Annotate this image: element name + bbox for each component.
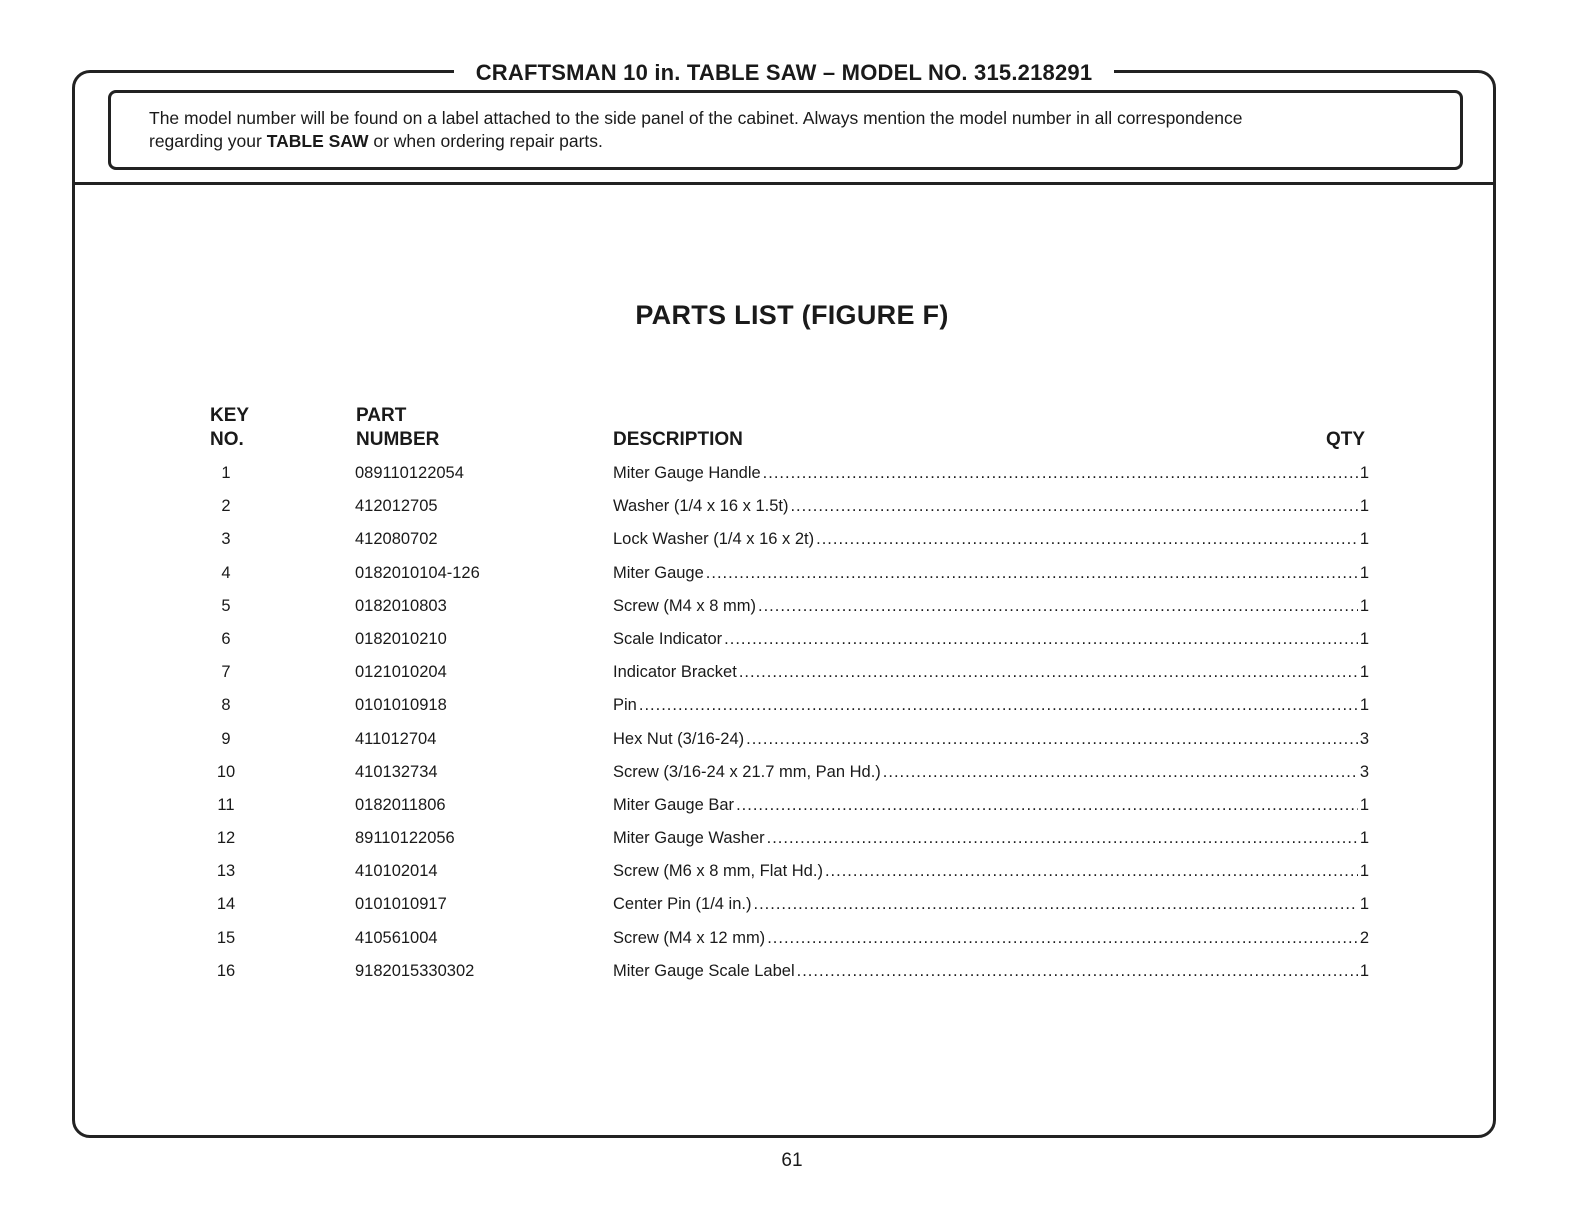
description-cell	[613, 557, 1369, 590]
part-number: 410132734	[355, 762, 438, 781]
table-row	[0, 855, 1584, 888]
key-number: 16	[216, 961, 236, 980]
dot-leader	[883, 756, 1358, 789]
quantity: 1	[1359, 795, 1369, 814]
key-number: 7	[221, 663, 231, 682]
key-number: 15	[216, 928, 236, 947]
key-number: 14	[216, 895, 236, 914]
part-number: 0182010803	[355, 596, 447, 615]
quantity: 3	[1359, 762, 1369, 781]
description-cell	[613, 822, 1369, 855]
table-row	[0, 689, 1584, 722]
page-number: 61	[781, 1150, 803, 1171]
description: Miter Gauge Scale Label	[613, 961, 795, 980]
description-cell	[613, 888, 1369, 921]
table-row	[0, 756, 1584, 789]
description-cell	[613, 689, 1369, 722]
part-number: 0101010918	[355, 696, 447, 715]
table-row	[0, 523, 1584, 556]
dot-leader	[736, 789, 1358, 822]
part-number: 412080702	[355, 530, 438, 549]
part-number: 0121010204	[355, 663, 447, 682]
part-number: 412012705	[355, 497, 438, 516]
table-row	[0, 457, 1584, 490]
quantity: 1	[1359, 829, 1369, 848]
parts-table	[0, 457, 1584, 988]
description-cell	[613, 723, 1369, 756]
part-number: 89110122056	[355, 829, 455, 848]
part-header-line1: PART	[356, 405, 407, 426]
notice-line-2-post: or when ordering repair parts.	[368, 131, 603, 151]
quantity: 1	[1359, 596, 1369, 615]
dot-leader	[758, 590, 1358, 623]
key-number: 13	[216, 862, 236, 881]
description: Lock Washer (1/4 x 16 x 2t)	[613, 530, 815, 549]
part-number: 410102014	[355, 862, 438, 881]
description: Washer (1/4 x 16 x 1.5t)	[613, 497, 789, 516]
column-header-key-no	[210, 404, 249, 452]
quantity: 2	[1359, 928, 1369, 947]
quantity: 1	[1359, 563, 1369, 582]
quantity: 1	[1359, 961, 1369, 980]
part-number: 0182010210	[355, 629, 447, 648]
column-header-qty: QTY	[1326, 429, 1366, 450]
table-row	[0, 557, 1584, 590]
column-header-description: DESCRIPTION	[613, 429, 743, 450]
key-number: 2	[221, 497, 231, 516]
description-cell	[613, 922, 1369, 955]
header-divider	[75, 182, 1493, 185]
part-number: 9182015330302	[355, 961, 475, 980]
part-number: 410561004	[355, 928, 438, 947]
description-cell	[613, 955, 1369, 988]
dot-leader	[763, 457, 1358, 490]
quantity: 1	[1359, 696, 1369, 715]
table-row	[0, 723, 1584, 756]
description-cell	[613, 789, 1369, 822]
key-number: 8	[221, 696, 231, 715]
part-number: 411012704	[355, 729, 437, 748]
key-number: 11	[217, 795, 235, 814]
quantity: 1	[1359, 497, 1369, 516]
dot-leader	[790, 490, 1357, 523]
key-number: 9	[221, 729, 231, 748]
description-cell	[613, 623, 1369, 656]
quantity: 1	[1359, 663, 1369, 682]
description: Scale Indicator	[613, 629, 723, 648]
description: Miter Gauge Bar	[613, 795, 735, 814]
quantity: 3	[1359, 729, 1369, 748]
quantity: 1	[1359, 862, 1369, 881]
table-row	[0, 490, 1584, 523]
dot-leader	[825, 855, 1358, 888]
key-number: 4	[221, 563, 231, 582]
dot-leader	[767, 922, 1358, 955]
quantity: 1	[1359, 895, 1369, 914]
column-header-part-number	[356, 404, 439, 452]
table-row	[0, 955, 1584, 988]
key-number: 12	[216, 829, 236, 848]
description-cell	[613, 523, 1369, 556]
description-cell	[613, 490, 1369, 523]
key-number: 5	[221, 596, 231, 615]
table-row	[0, 789, 1584, 822]
dot-leader	[724, 623, 1358, 656]
description: Miter Gauge Handle	[613, 464, 761, 482]
dot-leader	[753, 888, 1357, 921]
part-number: 0182010104-126	[355, 563, 480, 582]
notice-line-2-pre: regarding your	[149, 131, 267, 151]
description-cell	[613, 756, 1369, 789]
table-row	[0, 590, 1584, 623]
dot-leader	[816, 523, 1358, 556]
key-header-line2: NO.	[210, 429, 244, 450]
key-number: 1	[221, 464, 231, 482]
notice-line-1: The model number will be found on a label attached to the side panel of the cabinet. Always mention the model number in all correspondence	[149, 108, 1243, 128]
description: Screw (M4 x 12 mm)	[613, 928, 766, 947]
description: Miter Gauge Washer	[613, 829, 765, 848]
dot-leader	[739, 656, 1358, 689]
description: Indicator Bracket	[613, 663, 737, 682]
part-number: 0182011806	[355, 795, 446, 814]
table-row	[0, 656, 1584, 689]
table-row	[0, 822, 1584, 855]
dot-leader	[797, 955, 1358, 988]
table-row	[0, 922, 1584, 955]
key-header-line1: KEY	[210, 405, 250, 426]
dot-leader	[639, 689, 1358, 722]
description: Screw (3/16-24 x 21.7 mm, Pan Hd.)	[613, 762, 881, 781]
part-number: 089110122054	[355, 464, 464, 482]
model-number-notice	[108, 90, 1463, 170]
description-cell	[613, 656, 1369, 689]
header-bar	[72, 58, 1496, 88]
table-row	[0, 623, 1584, 656]
description-cell	[613, 855, 1369, 888]
quantity: 1	[1359, 629, 1369, 648]
dot-leader	[746, 723, 1358, 756]
description-cell	[613, 590, 1369, 623]
description: Screw (M4 x 8 mm)	[613, 596, 757, 615]
notice-line-2-bold: TABLE SAW	[266, 131, 369, 151]
key-number: 6	[221, 629, 231, 648]
description: Miter Gauge	[613, 563, 704, 582]
table-row	[0, 888, 1584, 921]
description: Screw (M6 x 8 mm, Flat Hd.)	[613, 862, 823, 881]
description-cell	[613, 457, 1369, 490]
description: Pin	[613, 696, 637, 715]
part-header-line2: NUMBER	[356, 429, 440, 450]
key-number: 3	[221, 530, 231, 549]
dot-leader	[706, 557, 1358, 590]
header-title: CRAFTSMAN 10 in. TABLE SAW – MODEL NO. 315.218291	[454, 60, 1115, 86]
description: Center Pin (1/4 in.)	[613, 895, 752, 914]
quantity: 1	[1359, 530, 1369, 549]
part-number: 0101010917	[355, 895, 447, 914]
quantity: 1	[1359, 464, 1369, 482]
parts-list-title: PARTS LIST (FIGURE F)	[635, 300, 949, 330]
description: Hex Nut (3/16-24)	[613, 729, 745, 748]
dot-leader	[767, 822, 1358, 855]
key-number: 10	[216, 762, 236, 781]
